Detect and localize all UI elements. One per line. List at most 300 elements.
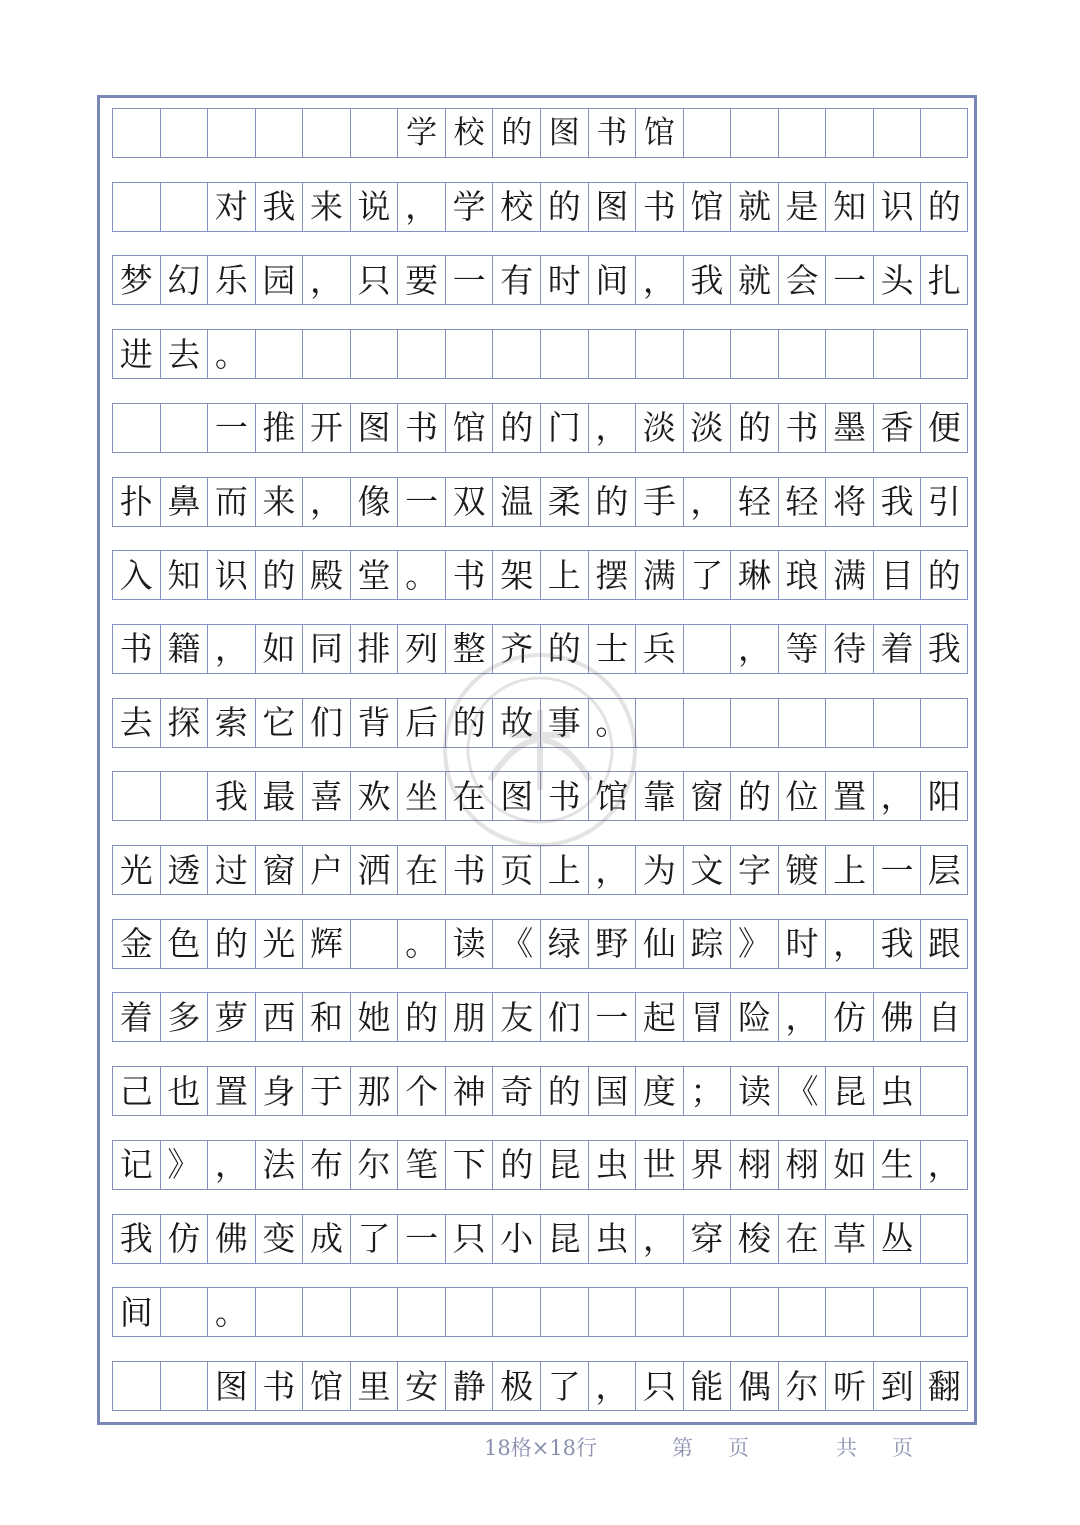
grid-cell: ， (207, 1141, 255, 1189)
grid-cell: 身 (255, 1067, 303, 1115)
grid-cell: 仙 (635, 920, 683, 968)
grid-cell: 的 (540, 625, 588, 673)
grid-cell: 喜 (302, 772, 350, 820)
grid-cell: 一 (588, 993, 636, 1041)
grid-cell (445, 330, 493, 378)
grid-cell: 一 (207, 404, 255, 452)
grid-cell: 我 (873, 920, 921, 968)
grid-cell (920, 330, 968, 378)
grid-cell (492, 330, 540, 378)
grid-cell: 静 (445, 1362, 493, 1410)
grid-cell (112, 1362, 160, 1410)
grid-cell (160, 404, 208, 452)
grid-cell (112, 772, 160, 820)
grid-cell: 等 (778, 625, 826, 673)
grid-cell (730, 330, 778, 378)
grid-cell: 的 (540, 1067, 588, 1115)
grid-cell: 。 (588, 699, 636, 747)
grid-cell: 排 (350, 625, 398, 673)
grid-cell: 校 (492, 183, 540, 231)
grid-cell: 穿 (683, 1215, 731, 1263)
grid-cell: 上 (825, 846, 873, 894)
grid-cell: 透 (160, 846, 208, 894)
grid-cell: 听 (825, 1362, 873, 1410)
grid-cell (778, 1288, 826, 1336)
grid-cell: ， (730, 625, 778, 673)
grid-cell: 入 (112, 551, 160, 599)
grid-cell (207, 109, 255, 157)
grid-cell: 仿 (825, 993, 873, 1041)
grid-cell: 就 (730, 183, 778, 231)
grid-cell: 满 (635, 551, 683, 599)
grid-cell: 栩 (730, 1141, 778, 1189)
grid-cell (540, 330, 588, 378)
grid-cell: ， (778, 993, 826, 1041)
grid-cell: 层 (920, 846, 968, 894)
grid-cell: 读 (445, 920, 493, 968)
grid-cell (730, 1288, 778, 1336)
grid-cell: 图 (540, 109, 588, 157)
grid-cell: 识 (873, 183, 921, 231)
grid-cell: 扑 (112, 478, 160, 526)
grid-cell: 时 (778, 920, 826, 968)
grid-cell: 图 (588, 183, 636, 231)
grid-row (112, 992, 968, 1042)
grid-cell: 引 (920, 478, 968, 526)
grid-cell: 如 (825, 1141, 873, 1189)
grid-cell: 梦 (112, 256, 160, 304)
grid-cell: 时 (540, 256, 588, 304)
grid-cell (825, 699, 873, 747)
grid-cell: 字 (730, 846, 778, 894)
grid-cell: 《 (492, 920, 540, 968)
grid-cell: 着 (112, 993, 160, 1041)
grid-cell: 只 (445, 1215, 493, 1263)
grid-cell: 士 (588, 625, 636, 673)
grid-cell: 金 (112, 920, 160, 968)
grid-cell: 图 (350, 404, 398, 452)
grid-cell: 琳 (730, 551, 778, 599)
grid-cell: 的 (920, 183, 968, 231)
grid-cell: 记 (112, 1141, 160, 1189)
grid-row (112, 329, 968, 379)
grid-cell (255, 330, 303, 378)
grid-cell: 淡 (683, 404, 731, 452)
grid-cell: 满 (825, 551, 873, 599)
grid-cell: 的 (492, 404, 540, 452)
grid-cell: 淡 (635, 404, 683, 452)
grid-cell: 琅 (778, 551, 826, 599)
grid-cell: ， (397, 183, 445, 231)
grid-cell: 窗 (683, 772, 731, 820)
grid-cell (350, 1288, 398, 1336)
grid-row (112, 255, 968, 305)
grid-cell: 园 (255, 256, 303, 304)
grid-cell: 探 (160, 699, 208, 747)
grid-cell: 书 (112, 625, 160, 673)
grid-cell: 萝 (207, 993, 255, 1041)
grid-cell: 的 (540, 183, 588, 231)
grid-cell (112, 404, 160, 452)
grid-cell: 我 (207, 772, 255, 820)
grid-cell (778, 330, 826, 378)
grid-cell: 多 (160, 993, 208, 1041)
grid-cell: ， (207, 625, 255, 673)
grid-cell: 佛 (873, 993, 921, 1041)
grid-cell: 学 (445, 183, 493, 231)
grid-row (112, 1214, 968, 1264)
grid-cell: 书 (445, 551, 493, 599)
grid-cell: 是 (778, 183, 826, 231)
grid-cell: 国 (588, 1067, 636, 1115)
grid-cell: 有 (492, 256, 540, 304)
grid-cell: 变 (255, 1215, 303, 1263)
grid-row (112, 1287, 968, 1337)
grid-cell: 辉 (302, 920, 350, 968)
grid-cell: 色 (160, 920, 208, 968)
grid-cell (873, 109, 921, 157)
grid-cell: 一 (397, 478, 445, 526)
grid-cell: 了 (683, 551, 731, 599)
grid-cell: 知 (160, 551, 208, 599)
grid-cell: 的 (920, 551, 968, 599)
grid-cell: 我 (255, 183, 303, 231)
grid-cell: 窗 (255, 846, 303, 894)
grid-cell: 馆 (683, 183, 731, 231)
grid-cell: 读 (730, 1067, 778, 1115)
grid-cell: 页 (492, 846, 540, 894)
grid-cell: 险 (730, 993, 778, 1041)
grid-cell: 上 (540, 551, 588, 599)
grid-cell (635, 330, 683, 378)
grid-cell: 仿 (160, 1215, 208, 1263)
grid-cell (588, 1288, 636, 1336)
grid-cell: 兵 (635, 625, 683, 673)
grid-cell: 就 (730, 256, 778, 304)
grid-row (112, 182, 968, 232)
grid-cell (683, 625, 731, 673)
grid-cell: 摆 (588, 551, 636, 599)
grid-cell: 的 (492, 1141, 540, 1189)
grid-cell (350, 920, 398, 968)
grid-cell: 学 (397, 109, 445, 157)
grid-cell: 书 (255, 1362, 303, 1410)
grid-cell (112, 109, 160, 157)
grid-cell: 书 (635, 183, 683, 231)
grid-cell: 那 (350, 1067, 398, 1115)
grid-cell: 一 (445, 256, 493, 304)
grid-cell: 馆 (445, 404, 493, 452)
grid-cell: 头 (873, 256, 921, 304)
grid-cell: 轻 (778, 478, 826, 526)
grid-cell: 书 (588, 109, 636, 157)
grid-cell: 馆 (588, 772, 636, 820)
grid-cell: 成 (302, 1215, 350, 1263)
grid-cell (492, 1288, 540, 1336)
grid-cell: 间 (112, 1288, 160, 1336)
grid-cell: 安 (397, 1362, 445, 1410)
grid-cell: 图 (492, 772, 540, 820)
grid-cell (112, 183, 160, 231)
grid-cell: 光 (255, 920, 303, 968)
grid-row (112, 477, 968, 527)
grid-cell: 置 (207, 1067, 255, 1115)
grid-cell: 下 (445, 1141, 493, 1189)
total-label-prefix: 共 (836, 1436, 857, 1460)
grid-cell (255, 109, 303, 157)
grid-cell: 。 (397, 920, 445, 968)
grid-cell (920, 1288, 968, 1336)
grid-cell: 昆 (540, 1215, 588, 1263)
grid-cell: ， (920, 1141, 968, 1189)
grid-cell: 们 (302, 699, 350, 747)
grid-cell: 一 (397, 1215, 445, 1263)
grid-cell (825, 109, 873, 157)
grid-cell (302, 1288, 350, 1336)
grid-cell: 去 (112, 699, 160, 747)
grid-cell (255, 1288, 303, 1336)
grid-cell: 友 (492, 993, 540, 1041)
grid-cell: 奇 (492, 1067, 540, 1115)
grid-cell: ， (302, 256, 350, 304)
grid-cell: 绿 (540, 920, 588, 968)
grid-cell: 笔 (397, 1141, 445, 1189)
grid-cell: 香 (873, 404, 921, 452)
grid-cell: 堂 (350, 551, 398, 599)
grid-row (112, 403, 968, 453)
grid-cell (873, 1288, 921, 1336)
grid-cell (825, 330, 873, 378)
grid-cell: 冒 (683, 993, 731, 1041)
grid-cell: 同 (302, 625, 350, 673)
grid-cell: ， (588, 404, 636, 452)
grid-cell: 馆 (302, 1362, 350, 1410)
grid-cell: ， (302, 478, 350, 526)
grid-cell: 置 (825, 772, 873, 820)
grid-cell: 》 (160, 1141, 208, 1189)
grid-cell: 我 (873, 478, 921, 526)
grid-cell (350, 109, 398, 157)
grid-cell: 草 (825, 1215, 873, 1263)
grid-cell: 的 (588, 478, 636, 526)
grid-cell: 世 (635, 1141, 683, 1189)
grid-cell: 里 (350, 1362, 398, 1410)
grid-cell: 偶 (730, 1362, 778, 1410)
grid-cell: 如 (255, 625, 303, 673)
grid-cell: 和 (302, 993, 350, 1041)
grid-cell: 一 (825, 256, 873, 304)
grid-cell: 而 (207, 478, 255, 526)
grid-cell (635, 1288, 683, 1336)
grid-cell: 昆 (825, 1067, 873, 1115)
grid-cell: 来 (255, 478, 303, 526)
grid-cell: 的 (492, 109, 540, 157)
grid-cell (730, 109, 778, 157)
grid-cell: 鼻 (160, 478, 208, 526)
grid-cell (540, 1288, 588, 1336)
grid-cell: 一 (873, 846, 921, 894)
grid-cell: 位 (778, 772, 826, 820)
grid-cell: 己 (112, 1067, 160, 1115)
grid-cell: 轻 (730, 478, 778, 526)
grid-cell: 了 (350, 1215, 398, 1263)
grid-cell: 洒 (350, 846, 398, 894)
grid-cell (920, 109, 968, 157)
grid-cell (160, 1362, 208, 1410)
grid-cell: 尔 (778, 1362, 826, 1410)
grid-cell: 进 (112, 330, 160, 378)
grid-cell: 的 (255, 551, 303, 599)
grid-cell: 为 (635, 846, 683, 894)
grid-cell: 最 (255, 772, 303, 820)
grid-cell: 目 (873, 551, 921, 599)
grid-row (112, 1066, 968, 1116)
grid-cell (873, 699, 921, 747)
page-label-suffix: 页 (728, 1436, 749, 1460)
grid-cell: 在 (445, 772, 493, 820)
grid-cell (778, 109, 826, 157)
grid-cell: 昆 (540, 1141, 588, 1189)
grid-cell: 去 (160, 330, 208, 378)
grid-cell: 户 (302, 846, 350, 894)
grid-cell (683, 1288, 731, 1336)
grid-cell: ， (635, 256, 683, 304)
grid-cell (445, 1288, 493, 1336)
grid-cell: 《 (778, 1067, 826, 1115)
grid-cell: 过 (207, 846, 255, 894)
grid-cell: 到 (873, 1362, 921, 1410)
grid-cell: 会 (778, 256, 826, 304)
grid-cell: 虫 (588, 1141, 636, 1189)
grid-row (112, 550, 968, 600)
title-row (112, 108, 968, 158)
grid-cell: 识 (207, 551, 255, 599)
grid-cell: 温 (492, 478, 540, 526)
grid-cell: 像 (350, 478, 398, 526)
grid-cell: 书 (445, 846, 493, 894)
grid-row (112, 1361, 968, 1411)
grid-cell (778, 699, 826, 747)
grid-cell: 野 (588, 920, 636, 968)
grid-cell: 欢 (350, 772, 398, 820)
grid-cell (683, 699, 731, 747)
grid-cell (683, 109, 731, 157)
grid-cell: ， (588, 1362, 636, 1410)
grid-cell: 我 (920, 625, 968, 673)
grid-cell: 它 (255, 699, 303, 747)
grid-cell: 靠 (635, 772, 683, 820)
grid-cell: 们 (540, 993, 588, 1041)
grid-cell: 光 (112, 846, 160, 894)
grid-cell: 文 (683, 846, 731, 894)
grid-cell: 尔 (350, 1141, 398, 1189)
grid-cell: 后 (397, 699, 445, 747)
page-footer (0, 1432, 1080, 1462)
grid-cell: 整 (445, 625, 493, 673)
grid-cell (730, 699, 778, 747)
grid-cell: 扎 (920, 256, 968, 304)
grid-cell: 要 (397, 256, 445, 304)
grid-cell: ， (683, 478, 731, 526)
grid-cell: 神 (445, 1067, 493, 1115)
grid-cell: 事 (540, 699, 588, 747)
grid-cell: 》 (730, 920, 778, 968)
grid-cell: 的 (730, 404, 778, 452)
grid-cell (397, 330, 445, 378)
grid-cell: 小 (492, 1215, 540, 1263)
grid-cell: 朋 (445, 993, 493, 1041)
grid-cell: 布 (302, 1141, 350, 1189)
grid-cell: 能 (683, 1362, 731, 1410)
page-label-prefix: 第 (672, 1436, 693, 1460)
grid-cell: 籍 (160, 625, 208, 673)
grid-cell (350, 330, 398, 378)
grid-cell: 我 (683, 256, 731, 304)
grid-cell (160, 772, 208, 820)
grid-cell: ， (588, 846, 636, 894)
grid-cell: 背 (350, 699, 398, 747)
grid-cell: 索 (207, 699, 255, 747)
grid-cell: 在 (778, 1215, 826, 1263)
grid-cell (588, 330, 636, 378)
grid-cell: 书 (397, 404, 445, 452)
grid-cell: 双 (445, 478, 493, 526)
grid-cell: 虫 (873, 1067, 921, 1115)
grid-cell (920, 1067, 968, 1115)
grid-cell: 栩 (778, 1141, 826, 1189)
grid-cell: 极 (492, 1362, 540, 1410)
grid-cell: 馆 (635, 109, 683, 157)
grid-cell: 佛 (207, 1215, 255, 1263)
grid-cell: 镀 (778, 846, 826, 894)
grid-cell: 待 (825, 625, 873, 673)
grid-cell: 翻 (920, 1362, 968, 1410)
grid-cell: 门 (540, 404, 588, 452)
grid-cell: 。 (207, 330, 255, 378)
grid-cell: 踪 (683, 920, 731, 968)
grid-cell: 我 (112, 1215, 160, 1263)
grid-cell (825, 1288, 873, 1336)
grid-cell: 架 (492, 551, 540, 599)
grid-cell: 阳 (920, 772, 968, 820)
grid-cell: 的 (397, 993, 445, 1041)
grid-cell: 将 (825, 478, 873, 526)
grid-cell: 上 (540, 846, 588, 894)
grid-cell (302, 109, 350, 157)
grid-cell: 虫 (588, 1215, 636, 1263)
grid-cell: 开 (302, 404, 350, 452)
grid-cell: 她 (350, 993, 398, 1041)
grid-cell: 梭 (730, 1215, 778, 1263)
grid-cell: 故 (492, 699, 540, 747)
grid-cell: 手 (635, 478, 683, 526)
grid-cell (302, 330, 350, 378)
grid-cell: 度 (635, 1067, 683, 1115)
grid-cell: 在 (397, 846, 445, 894)
grid-cell: 齐 (492, 625, 540, 673)
grid-info: 18格×18行 (484, 1436, 598, 1460)
grid-cell (160, 1288, 208, 1336)
grid-cell: 书 (540, 772, 588, 820)
grid-cell: 法 (255, 1141, 303, 1189)
grid-cell: 柔 (540, 478, 588, 526)
grid-cell: 了 (540, 1362, 588, 1410)
grid-cell: ， (635, 1215, 683, 1263)
grid-cell: ， (825, 920, 873, 968)
grid-cell: 自 (920, 993, 968, 1041)
grid-cell: 的 (730, 772, 778, 820)
grid-cell: 丛 (873, 1215, 921, 1263)
